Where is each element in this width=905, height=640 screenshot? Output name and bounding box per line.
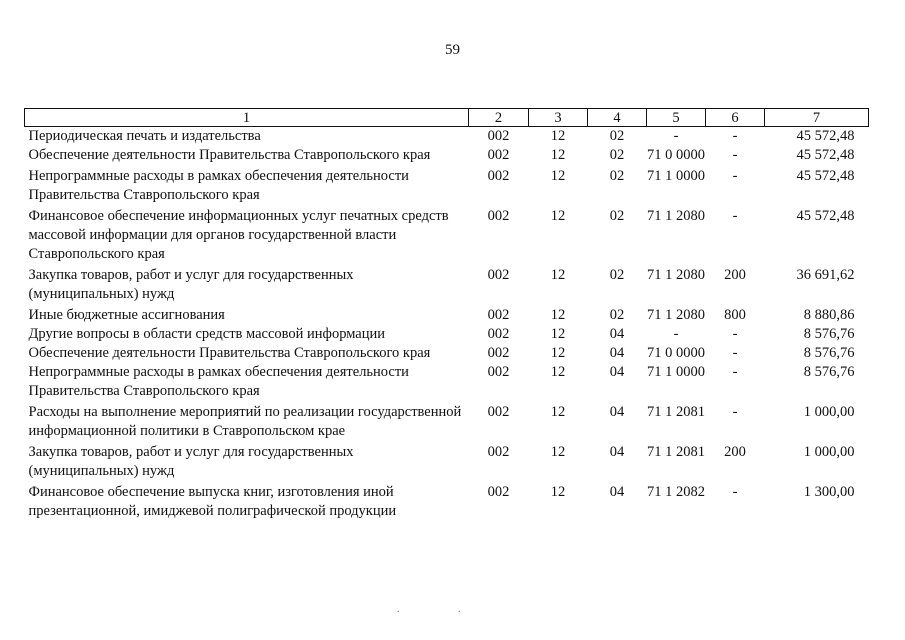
row-expense-type-cell: - [732, 128, 738, 144]
row-code-ministry-cell: 002 [487, 208, 510, 224]
row-target-article-cell: 71 1 2080 [647, 267, 705, 283]
row-amount-cell: 45 572,48 [796, 147, 855, 163]
row-expense-type-cell: - [732, 168, 738, 184]
header-col-3: 3 [529, 109, 588, 127]
row-subsection-cell: 04 [609, 484, 625, 500]
header-col-7: 7 [765, 109, 869, 127]
table-row [25, 205, 869, 264]
header-col-4: 4 [588, 109, 647, 127]
row-code-ministry-cell: 002 [487, 307, 510, 323]
row-expense-type-cell: - [732, 404, 738, 420]
row-name-cell: Закупка товаров, работ и услуг для государственных (муниципальных) нужд [28, 267, 354, 302]
row-target-article-cell: 71 1 0000 [647, 364, 705, 380]
row-section-cell: 12 [550, 404, 566, 420]
row-name-cell: Обеспечение деятельности Правительства Ставропольского края [28, 345, 431, 361]
row-section-cell: 12 [550, 326, 566, 342]
row-expense-type-cell: - [732, 326, 738, 342]
row-code-ministry-cell: 002 [487, 326, 510, 342]
table-row [25, 481, 869, 521]
row-target-article-cell: - [673, 326, 679, 342]
row-amount-cell: 8 576,76 [803, 326, 855, 342]
header-col-2: 2 [469, 109, 529, 127]
row-target-article-cell: 71 0 0000 [647, 345, 705, 361]
row-subsection-cell: 02 [609, 267, 625, 283]
row-section-cell: 12 [550, 168, 566, 184]
row-code-ministry-cell: 002 [487, 147, 510, 163]
row-target-article-cell: 71 1 2080 [647, 307, 705, 323]
row-target-article-cell: 71 1 2081 [647, 404, 705, 420]
table-row [25, 441, 869, 481]
row-target-article-cell: 71 1 2082 [647, 484, 705, 500]
row-code-ministry-cell: 002 [487, 128, 510, 144]
row-expense-type-cell: 200 [724, 267, 746, 283]
row-amount-cell: 8 880,86 [803, 307, 855, 323]
row-section-cell: 12 [550, 208, 566, 224]
table-row [25, 325, 869, 344]
row-section-cell: 12 [550, 147, 566, 163]
budget-table [24, 108, 869, 521]
row-section-cell: 12 [550, 364, 566, 380]
row-name-cell: Периодическая печать и издательства [28, 128, 261, 144]
row-amount-cell: 8 576,76 [803, 345, 855, 361]
row-expense-type-cell: 200 [724, 444, 746, 460]
header-row [25, 109, 869, 127]
row-section-cell: 12 [550, 128, 566, 144]
row-name-cell: Финансовое обеспечение информационных услуг печатных средств массовой информации для органов государственной власти Ставропольского края [28, 208, 449, 262]
row-subsection-cell: 04 [609, 364, 625, 380]
row-code-ministry-cell: 002 [487, 168, 510, 184]
row-expense-type-cell: - [732, 364, 738, 380]
table-header [25, 109, 869, 127]
row-code-ministry-cell: 002 [487, 404, 510, 420]
row-subsection-cell: 04 [609, 326, 625, 342]
page-number: 59 [445, 42, 460, 58]
row-amount-cell: 8 576,76 [803, 364, 855, 380]
row-expense-type-cell: 800 [724, 307, 746, 323]
row-expense-type-cell: - [732, 345, 738, 361]
row-subsection-cell: 04 [609, 345, 625, 361]
table-row [25, 363, 869, 401]
row-expense-type-cell: - [732, 484, 738, 500]
row-section-cell: 12 [550, 484, 566, 500]
row-section-cell: 12 [550, 307, 566, 323]
row-target-article-cell: - [673, 128, 679, 144]
row-subsection-cell: 02 [609, 307, 625, 323]
row-target-article-cell: 71 1 2081 [647, 444, 705, 460]
row-name-cell: Другие вопросы в области средств массовой информации [28, 326, 386, 342]
row-subsection-cell: 02 [609, 208, 625, 224]
row-code-ministry-cell: 002 [487, 484, 510, 500]
row-subsection-cell: 02 [609, 147, 625, 163]
row-subsection-cell: 02 [609, 128, 625, 144]
row-name-cell: Непрограммные расходы в рамках обеспечения деятельности Правительства Ставропольского края [28, 364, 409, 399]
row-code-ministry-cell: 002 [487, 364, 510, 380]
header-col-6: 6 [706, 109, 765, 127]
row-amount-cell: 1 000,00 [803, 404, 855, 420]
row-code-ministry-cell: 002 [487, 345, 510, 361]
header-col-1: 1 [25, 109, 469, 127]
row-name-cell: Закупка товаров, работ и услуг для государственных (муниципальных) нужд [28, 444, 354, 479]
row-subsection-cell: 02 [609, 168, 625, 184]
row-section-cell: 12 [550, 345, 566, 361]
table-row [25, 127, 869, 147]
table-body [25, 127, 869, 522]
row-code-ministry-cell: 002 [487, 444, 510, 460]
scan-dots: . . [397, 604, 489, 615]
row-code-ministry-cell: 002 [487, 267, 510, 283]
row-target-article-cell: 71 0 0000 [647, 147, 705, 163]
table-row [25, 146, 869, 165]
row-expense-type-cell: - [732, 147, 738, 163]
row-amount-cell: 36 691,62 [796, 267, 855, 283]
row-target-article-cell: 71 1 2080 [647, 208, 705, 224]
row-name-cell: Иные бюджетные ассигнования [28, 307, 225, 323]
table-row [25, 264, 869, 304]
row-expense-type-cell: - [732, 208, 738, 224]
row-name-cell: Финансовое обеспечение выпуска книг, изготовления иной презентационной, имиджевой полиграфической продукции [28, 484, 397, 519]
row-name-cell: Расходы на выполнение мероприятий по реализации государственной информационной политики в Ставропольском крае [28, 404, 462, 439]
header-col-5: 5 [647, 109, 706, 127]
table-row [25, 165, 869, 205]
table-row [25, 304, 869, 325]
table-row [25, 401, 869, 441]
row-amount-cell: 45 572,48 [796, 208, 855, 224]
row-name-cell: Непрограммные расходы в рамках обеспечения деятельности Правительства Ставропольского края [28, 168, 409, 203]
row-subsection-cell: 04 [609, 404, 625, 420]
row-amount-cell: 1 000,00 [803, 444, 855, 460]
row-subsection-cell: 04 [609, 444, 625, 460]
row-amount-cell: 45 572,48 [796, 168, 855, 184]
table-row [25, 344, 869, 363]
row-target-article-cell: 71 1 0000 [647, 168, 705, 184]
row-section-cell: 12 [550, 444, 566, 460]
row-amount-cell: 1 300,00 [803, 484, 855, 500]
row-name-cell: Обеспечение деятельности Правительства Ставропольского края [28, 147, 431, 163]
row-section-cell: 12 [550, 267, 566, 283]
row-amount-cell: 45 572,48 [796, 128, 855, 144]
